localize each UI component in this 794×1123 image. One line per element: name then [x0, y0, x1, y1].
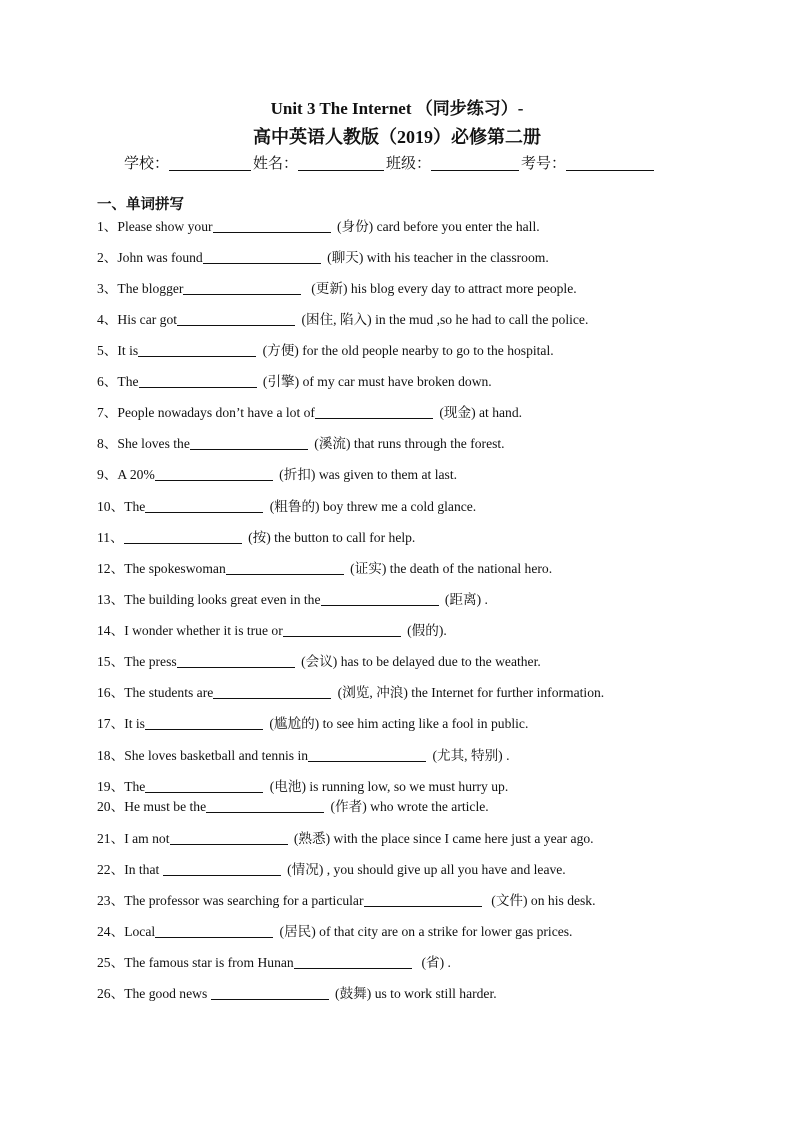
question-item [97, 622, 447, 640]
school-blank[interactable] [169, 169, 251, 171]
question-text-before: The professor was searching for a particular [124, 893, 364, 908]
question-text-after: (聊天) with his teacher in the classroom. [323, 250, 549, 265]
question-item [97, 798, 489, 816]
answer-blank[interactable] [170, 843, 288, 845]
question-text-after: (省) . [414, 955, 451, 970]
exam-number-label: 考号： [521, 156, 567, 172]
question-text-before: It is [117, 343, 139, 358]
question-item [97, 591, 488, 609]
question-text-after: (身份) card before you enter the hall. [333, 219, 540, 234]
question-text-after: (居民) of that city are on a strike for lower gas prices. [276, 924, 573, 939]
question-text-before: His car got [117, 312, 178, 327]
answer-blank[interactable] [145, 511, 263, 513]
question-text-after: (粗鲁的) boy threw me a cold glance. [266, 499, 477, 514]
question-number: 2、 [97, 250, 118, 265]
question-text-after: (假的). [403, 623, 447, 638]
class-label: 班级： [386, 156, 432, 172]
name-blank[interactable] [298, 169, 384, 171]
question-item [97, 498, 476, 516]
question-number: 3、 [97, 281, 118, 296]
answer-blank[interactable] [213, 697, 331, 699]
question-text-after: (电池) is running low, so we must hurry up. [266, 779, 509, 794]
answer-blank[interactable] [183, 293, 301, 295]
question-number: 8、 [97, 436, 118, 451]
answer-blank[interactable] [294, 967, 412, 969]
answer-blank[interactable] [145, 728, 263, 730]
question-number: 1、 [97, 219, 118, 234]
answer-blank[interactable] [308, 760, 426, 762]
question-number: 19、 [97, 779, 125, 794]
question-item [97, 892, 596, 910]
question-text-after: (更新) his blog every day to attract more people. [304, 281, 577, 296]
page-title: Unit 3 The Internet （同步练习）- [270, 99, 524, 118]
question-item [97, 529, 415, 547]
question-text-after: (情况) , you should give up all you have and leave. [283, 862, 566, 877]
question-text-after: (作者) who wrote the article. [327, 799, 489, 814]
question-text-after: (距离) . [441, 592, 488, 607]
question-text-after: (现金) at hand. [435, 405, 523, 420]
question-number: 21、 [97, 831, 125, 846]
question-text-after: (尤其, 特别) . [429, 748, 510, 763]
question-item [97, 653, 541, 671]
answer-blank[interactable] [190, 448, 308, 450]
answer-blank[interactable] [139, 386, 257, 388]
question-text-before: The press [124, 654, 177, 669]
question-number: 7、 [97, 405, 118, 420]
question-text-before: The famous star is from Hunan [124, 955, 294, 970]
question-number: 22、 [97, 862, 125, 877]
answer-blank[interactable] [364, 905, 482, 907]
question-number: 23、 [97, 893, 125, 908]
question-text-before: It is [124, 716, 145, 731]
question-number: 14、 [97, 623, 125, 638]
question-text-after: (证实) the death of the national hero. [346, 561, 553, 576]
question-number: 12、 [97, 561, 125, 576]
question-text-after: (鼓舞) us to work still harder. [331, 986, 497, 1001]
answer-blank[interactable] [155, 936, 273, 938]
answer-blank[interactable] [145, 791, 263, 793]
question-text-before: She loves the [117, 436, 190, 451]
question-number: 5、 [97, 343, 118, 358]
question-text-after: (熟悉) with the place since I came here just a year ago. [290, 831, 594, 846]
question-text-after: (文件) on his desk. [484, 893, 596, 908]
question-text-before: I wonder whether it is true or [124, 623, 283, 638]
question-item [97, 954, 451, 972]
question-item [97, 435, 505, 453]
answer-blank[interactable] [206, 811, 324, 813]
answer-blank[interactable] [315, 417, 433, 419]
question-number: 9、 [97, 467, 118, 482]
question-text-after: (溪流) that runs through the forest. [310, 436, 505, 451]
question-item [97, 684, 604, 702]
question-item [97, 249, 549, 267]
answer-blank[interactable] [211, 998, 329, 1000]
student-info-row [124, 154, 656, 174]
question-number: 20、 [97, 799, 125, 814]
school-label: 学校： [124, 156, 170, 172]
question-text-before: The [117, 374, 139, 389]
answer-blank[interactable] [177, 324, 295, 326]
question-item [97, 218, 540, 236]
page-subtitle: 高中英语人教版（2019）必修第二册 [253, 127, 541, 147]
answer-blank[interactable] [124, 542, 242, 544]
question-text-after: (引擎) of my car must have broken down. [259, 374, 492, 389]
exam-number-blank[interactable] [566, 169, 654, 171]
question-text-before: In that [124, 862, 163, 877]
answer-blank[interactable] [155, 479, 273, 481]
question-item [97, 830, 594, 848]
question-text-after: (折扣) was given to them at last. [275, 467, 457, 482]
question-text-after: (会议) has to be delayed due to the weather. [297, 654, 541, 669]
question-number: 4、 [97, 312, 118, 327]
question-text-before: Local [124, 924, 156, 939]
question-text-before: The good news [124, 986, 211, 1001]
question-text-after: (浏览, 冲浪) the Internet for further information. [334, 685, 605, 700]
class-blank[interactable] [431, 169, 519, 171]
question-text-before: Please show your [117, 219, 213, 234]
question-item [97, 747, 509, 765]
answer-blank[interactable] [213, 231, 331, 233]
question-item [97, 311, 588, 329]
question-item [97, 373, 492, 391]
question-item [97, 404, 522, 422]
question-text-before: The students are [124, 685, 214, 700]
question-number: 6、 [97, 374, 118, 389]
question-item [97, 342, 554, 360]
question-text-before: People nowadays don’t have a lot of [117, 405, 315, 420]
question-number: 17、 [97, 716, 125, 731]
question-number: 13、 [97, 592, 125, 607]
question-text-after: (尴尬的) to see him acting like a fool in public. [265, 716, 529, 731]
question-item [97, 861, 566, 879]
question-text-before: John was found [117, 250, 203, 265]
question-number: 11、 [97, 530, 124, 545]
question-text-before: The building looks great even in the [124, 592, 321, 607]
answer-blank[interactable] [321, 604, 439, 606]
name-label: 姓名： [253, 156, 299, 172]
question-text-before: The [124, 779, 146, 794]
question-item [97, 280, 577, 298]
question-text-after: (方便) for the old people nearby to go to the hospital. [259, 343, 554, 358]
question-number: 10、 [97, 499, 125, 514]
answer-blank[interactable] [226, 573, 344, 575]
question-text-before: I am not [124, 831, 170, 846]
question-text-before: He must be the [124, 799, 207, 814]
question-text-before: The spokeswoman [124, 561, 226, 576]
question-number: 25、 [97, 955, 125, 970]
question-item [97, 466, 457, 484]
question-item [97, 923, 572, 941]
question-number: 15、 [97, 654, 125, 669]
answer-blank[interactable] [138, 355, 256, 357]
question-number: 24、 [97, 924, 125, 939]
question-item [97, 715, 528, 733]
question-text-after: (困住, 陷入) in the mud ,so he had to call the police. [298, 312, 589, 327]
answer-blank[interactable] [203, 262, 321, 264]
question-text-after: (按) the button to call for help. [244, 530, 416, 545]
question-item [97, 560, 552, 578]
question-number: 26、 [97, 986, 125, 1001]
question-text-before: The blogger [117, 281, 184, 296]
answer-blank[interactable] [163, 874, 281, 876]
question-number: 16、 [97, 685, 125, 700]
question-text-before: A 20% [117, 467, 155, 482]
question-item [97, 778, 508, 796]
question-text-before: The [124, 499, 146, 514]
question-text-before: She loves basketball and tennis in [124, 748, 309, 763]
question-item [97, 985, 497, 1003]
section-title: 一、单词拼写 [97, 197, 184, 213]
answer-blank[interactable] [283, 635, 401, 637]
question-number: 18、 [97, 748, 125, 763]
answer-blank[interactable] [177, 666, 295, 668]
